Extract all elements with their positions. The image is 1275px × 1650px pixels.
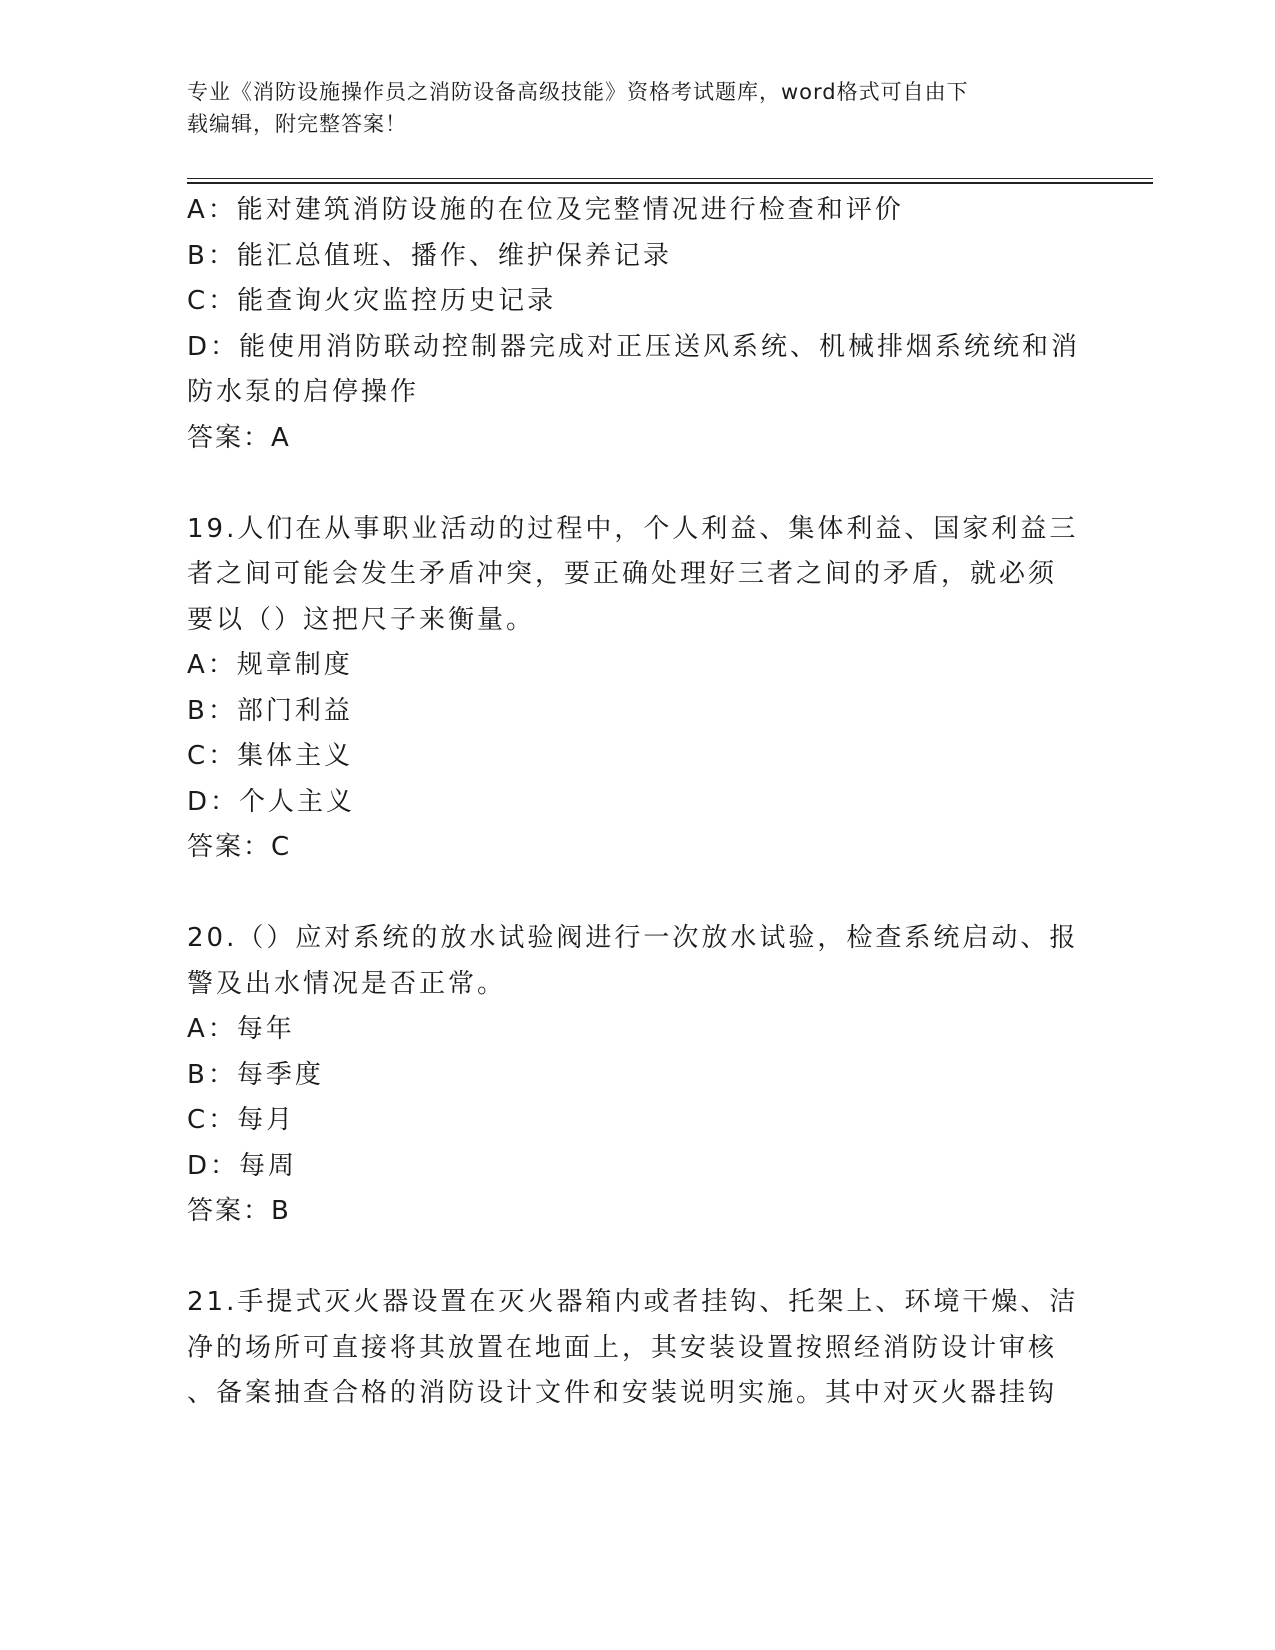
q18-option-b: B：能汇总值班、播作、维护保养记录 bbox=[187, 240, 672, 271]
q19-option-c: C：集体主义 bbox=[187, 741, 354, 771]
q19-stem-line-1: 19.人们在从事职业活动的过程中，个人利益、集体利益、国家利益三 bbox=[187, 513, 1079, 544]
q19-option-d: D：个人主义 bbox=[187, 786, 356, 817]
question-content bbox=[187, 188, 1087, 1417]
spacer bbox=[187, 1235, 1087, 1281]
q20-option-b: B：每季度 bbox=[187, 1059, 324, 1090]
question-21-block bbox=[187, 1280, 1087, 1417]
spacer bbox=[187, 871, 1087, 917]
q18-option-c: C：能查询火灾监控历史记录 bbox=[187, 286, 557, 316]
q18-answer: 答案：A bbox=[187, 422, 291, 453]
document-header bbox=[187, 76, 1067, 140]
question-20-block bbox=[187, 916, 1087, 1235]
header-divider-thin bbox=[187, 178, 1153, 179]
q20-option-d: D：每周 bbox=[187, 1150, 298, 1181]
q19-option-b: B：部门利益 bbox=[187, 695, 353, 726]
header-line-2: 载编辑，附完整答案！ bbox=[187, 112, 407, 136]
q20-answer: 答案：B bbox=[187, 1196, 291, 1226]
header-line-1: 专业《消防设施操作员之消防设备高级技能》资格考试题库，word格式可自由下 bbox=[187, 80, 969, 104]
q20-stem-line-2: 警及出水情况是否正常。 bbox=[187, 968, 507, 999]
header-divider-thick bbox=[187, 182, 1153, 184]
spacer bbox=[187, 461, 1087, 507]
q19-answer: 答案：C bbox=[187, 832, 292, 862]
question-18-block bbox=[187, 188, 1087, 461]
q20-option-a: A：每年 bbox=[187, 1014, 295, 1044]
q18-option-a: A：能对建筑消防设施的在位及完整情况进行检查和评价 bbox=[187, 195, 904, 225]
q21-stem-line-1: 21.手提式灭火器设置在灭火器箱内或者挂钩、托架上、环境干燥、洁 bbox=[187, 1287, 1079, 1317]
q19-option-a: A：规章制度 bbox=[187, 650, 353, 680]
q19-stem-line-2: 者之间可能会发生矛盾冲突，要正确处理好三者之间的矛盾，就必须 bbox=[187, 559, 1058, 589]
q20-option-c: C：每月 bbox=[187, 1105, 296, 1135]
q21-stem-line-2: 净的场所可直接将其放置在地面上，其安装设置按照经消防设计审核 bbox=[187, 1332, 1058, 1363]
q20-stem-line-1: 20.（）应对系统的放水试验阀进行一次放水试验，检查系统启动、报 bbox=[187, 923, 1079, 953]
q18-option-d-line-2: 防水泵的启停操作 bbox=[187, 377, 420, 407]
q21-stem-line-3: 、备案抽查合格的消防设计文件和安装说明实施。其中对灭火器挂钩 bbox=[187, 1378, 1058, 1408]
q18-option-d-line-1: D：能使用消防联动控制器完成对正压送风系统、机械排烟系统统和消 bbox=[187, 331, 1081, 362]
question-19-block bbox=[187, 507, 1087, 871]
q19-stem-line-3: 要以（）这把尺子来衡量。 bbox=[187, 604, 536, 635]
